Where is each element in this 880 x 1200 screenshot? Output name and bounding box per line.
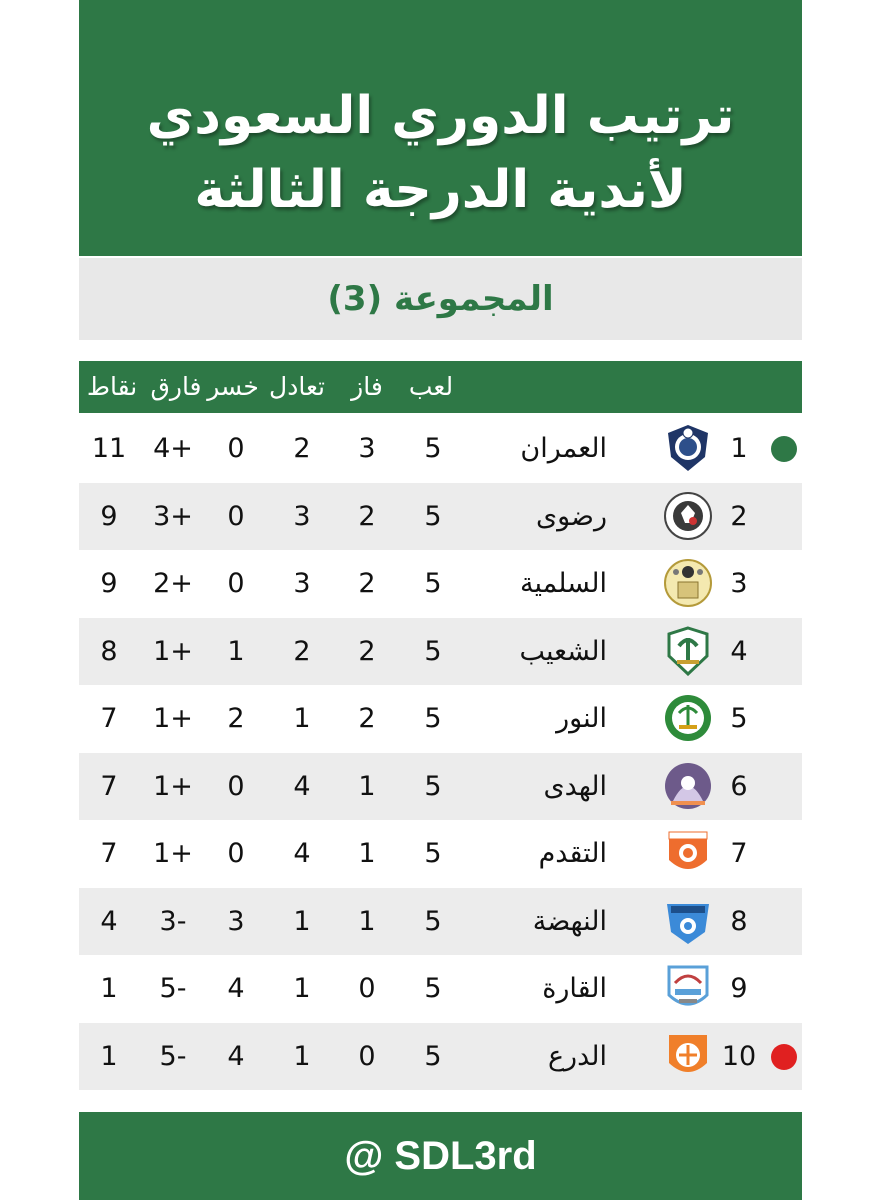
table-row <box>79 550 802 618</box>
table-header <box>79 361 802 413</box>
rank-cell: 4 <box>730 635 748 667</box>
diff-cell: +1 <box>153 635 193 667</box>
diff-cell: +1 <box>153 703 193 735</box>
drawn-cell: 1 <box>293 973 311 1005</box>
title-line-1: ترتيب الدوري السعودي <box>146 86 735 146</box>
alshuaib-logo <box>663 626 713 676</box>
col-won: فاز <box>351 372 383 401</box>
team-name: القارة <box>542 973 607 1005</box>
lost-cell: 0 <box>227 838 245 870</box>
team-name: الهدى <box>543 770 607 802</box>
diff-cell: +1 <box>153 838 193 870</box>
points-cell: 1 <box>100 1040 118 1072</box>
drawn-cell: 2 <box>293 433 311 465</box>
played-cell: 5 <box>424 973 442 1005</box>
col-played: لعب <box>408 372 454 401</box>
aldera-logo <box>663 1031 713 1081</box>
title-line-2: لأندية الدرجة الثالثة <box>194 160 687 220</box>
points-cell: 9 <box>100 568 118 600</box>
won-cell: 2 <box>358 568 376 600</box>
alhuda-logo <box>663 761 713 811</box>
lost-cell: 1 <box>227 635 245 667</box>
played-cell: 5 <box>424 838 442 870</box>
team-name: الدرع <box>547 1040 607 1072</box>
drawn-cell: 4 <box>293 770 311 802</box>
points-cell: 11 <box>91 433 127 465</box>
rank-cell: 6 <box>730 770 748 802</box>
won-cell: 2 <box>358 500 376 532</box>
promotion-marker-icon <box>771 436 797 462</box>
won-cell: 1 <box>358 905 376 937</box>
played-cell: 5 <box>424 500 442 532</box>
table-row <box>79 415 802 483</box>
points-cell: 7 <box>100 703 118 735</box>
rank-cell: 10 <box>721 1040 757 1072</box>
rank-cell: 2 <box>730 500 748 532</box>
played-cell: 5 <box>424 568 442 600</box>
title-banner <box>79 0 802 256</box>
played-cell: 5 <box>424 703 442 735</box>
played-cell: 5 <box>424 770 442 802</box>
played-cell: 5 <box>424 1040 442 1072</box>
rank-cell: 9 <box>730 973 748 1005</box>
rank-cell: 8 <box>730 905 748 937</box>
team-name: النور <box>556 703 607 735</box>
radwa-logo <box>663 491 713 541</box>
diff-cell: -5 <box>159 1040 187 1072</box>
table-row <box>79 820 802 888</box>
col-diff: فارق <box>150 372 202 401</box>
lost-cell: 0 <box>227 568 245 600</box>
diff-cell: -3 <box>159 905 187 937</box>
alnoor-logo <box>663 693 713 743</box>
footer-banner <box>79 1112 802 1200</box>
table-row <box>79 888 802 956</box>
played-cell: 5 <box>424 905 442 937</box>
lost-cell: 0 <box>227 770 245 802</box>
standings-table <box>79 415 802 1090</box>
table-row <box>79 1023 802 1091</box>
team-name: رضوى <box>535 500 607 532</box>
table-row <box>79 955 802 1023</box>
won-cell: 2 <box>358 635 376 667</box>
group-label: المجموعة (3) <box>327 279 554 319</box>
lost-cell: 4 <box>227 973 245 1005</box>
diff-cell: +3 <box>153 500 193 532</box>
team-name: السلمية <box>520 568 607 600</box>
points-cell: 8 <box>100 635 118 667</box>
drawn-cell: 3 <box>293 568 311 600</box>
points-cell: 7 <box>100 770 118 802</box>
team-name: النهضة <box>532 905 607 937</box>
won-cell: 0 <box>358 1040 376 1072</box>
diff-cell: +4 <box>153 433 193 465</box>
played-cell: 5 <box>424 433 442 465</box>
alsalmiya-logo <box>663 558 713 608</box>
drawn-cell: 2 <box>293 635 311 667</box>
table-row <box>79 618 802 686</box>
drawn-cell: 1 <box>293 1040 311 1072</box>
rank-cell: 5 <box>730 703 748 735</box>
footer-handle: @ SDL3rd <box>344 1134 537 1178</box>
col-points: نقاط <box>86 372 138 401</box>
played-cell: 5 <box>424 635 442 667</box>
drawn-cell: 1 <box>293 703 311 735</box>
rank-cell: 3 <box>730 568 748 600</box>
lost-cell: 0 <box>227 500 245 532</box>
lost-cell: 0 <box>227 433 245 465</box>
rank-cell: 7 <box>730 838 748 870</box>
won-cell: 3 <box>358 433 376 465</box>
lost-cell: 2 <box>227 703 245 735</box>
col-lost: خسر <box>207 372 259 401</box>
won-cell: 1 <box>358 838 376 870</box>
alqarah-logo <box>663 963 713 1013</box>
lost-cell: 4 <box>227 1040 245 1072</box>
team-name: التقدم <box>538 838 607 870</box>
team-name: العمران <box>520 433 607 465</box>
table-row <box>79 753 802 821</box>
points-cell: 7 <box>100 838 118 870</box>
group-bar <box>79 258 802 340</box>
rank-cell: 1 <box>730 433 748 465</box>
points-cell: 9 <box>100 500 118 532</box>
points-cell: 1 <box>100 973 118 1005</box>
col-drawn: تعادل <box>269 372 325 401</box>
alomran-logo <box>663 423 713 473</box>
drawn-cell: 4 <box>293 838 311 870</box>
diff-cell: +2 <box>153 568 193 600</box>
won-cell: 0 <box>358 973 376 1005</box>
altaqadom-logo <box>663 828 713 878</box>
relegation-marker-icon <box>771 1044 797 1070</box>
won-cell: 1 <box>358 770 376 802</box>
table-row <box>79 685 802 753</box>
team-name: الشعيب <box>519 635 607 667</box>
points-cell: 4 <box>100 905 118 937</box>
drawn-cell: 3 <box>293 500 311 532</box>
drawn-cell: 1 <box>293 905 311 937</box>
lost-cell: 3 <box>227 905 245 937</box>
table-row <box>79 483 802 551</box>
alnahda-logo <box>663 896 713 946</box>
diff-cell: +1 <box>153 770 193 802</box>
won-cell: 2 <box>358 703 376 735</box>
diff-cell: -5 <box>159 973 187 1005</box>
